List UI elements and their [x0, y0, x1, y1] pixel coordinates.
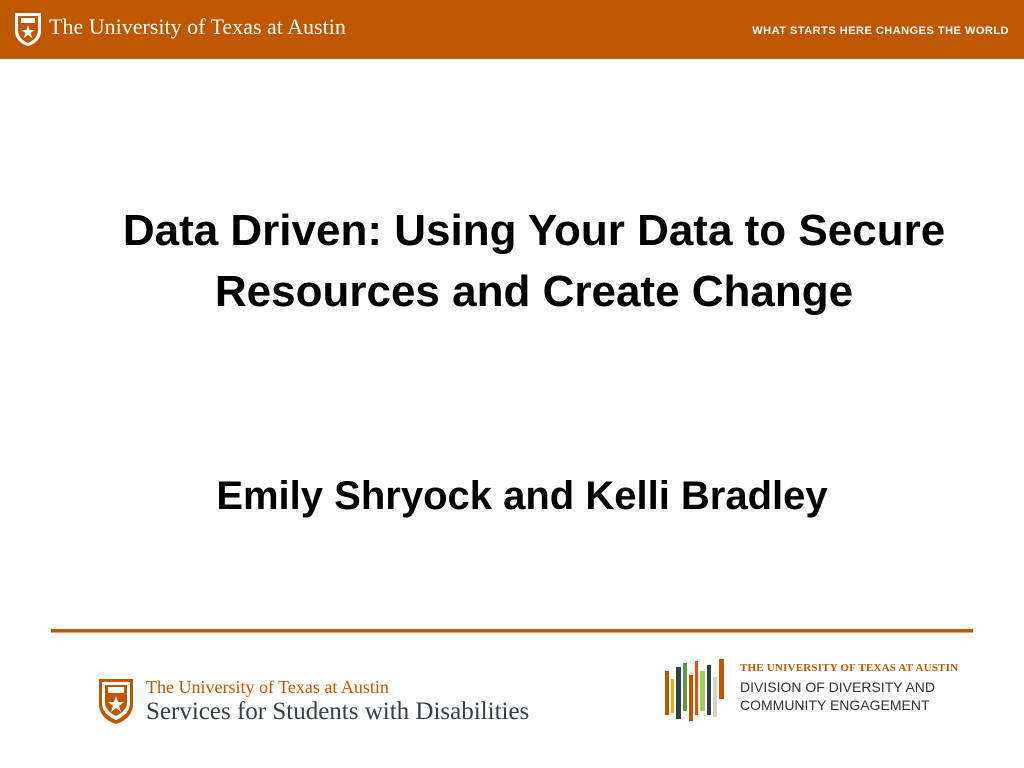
slide-title: Data Driven: Using Your Data to Secure Resources and Create Change — [122, 206, 946, 316]
header-bar — [0, 0, 1024, 59]
ddce-name-line-2: COMMUNITY ENGAGEMENT — [740, 697, 930, 713]
ssd-university-name: The University of Texas at Austin — [146, 677, 389, 697]
header-university-name: The University of Texas at Austin — [49, 14, 346, 39]
ssd-office-name: Services for Students with Disabilities — [146, 698, 530, 725]
footer-divider — [51, 629, 973, 632]
slide-authors: Emily Shryock and Kelli Bradley — [216, 474, 828, 518]
ssd-seal-icon — [97, 677, 135, 725]
ddce-logo-icon — [663, 657, 727, 723]
ut-seal-icon — [13, 11, 43, 47]
ddce-name-line-1: DIVISION OF DIVERSITY AND — [740, 679, 936, 695]
ddce-university-name: THE UNIVERSITY OF TEXAS AT AUSTIN — [740, 662, 959, 674]
header-tagline: WHAT STARTS HERE CHANGES THE WORLD — [752, 25, 1009, 37]
